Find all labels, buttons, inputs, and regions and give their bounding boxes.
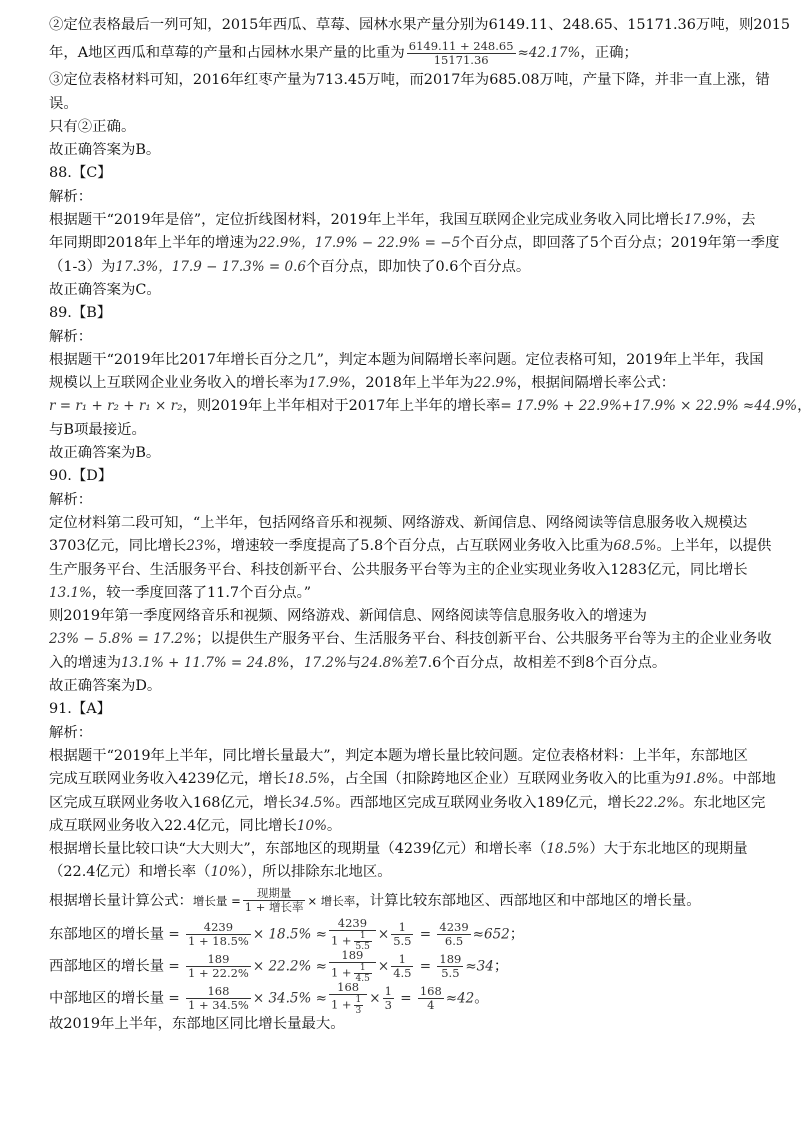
- fraction-denominator: 3: [384, 997, 392, 1012]
- math-operator: ×: [377, 958, 390, 975]
- math-value: 10%: [296, 817, 327, 834]
- math-value: ≈42: [445, 990, 475, 1007]
- math-value: 10%: [210, 864, 241, 881]
- fraction: [186, 985, 251, 1012]
- text-segment: ，增速较一季度提高了5.8个百分点，占互联网业务收入比重为: [216, 538, 614, 555]
- question-number: 91.【A】: [49, 701, 112, 718]
- text-line: [49, 232, 780, 255]
- text-line: [49, 652, 763, 675]
- text-segment: 规模以上互联网企业业务收入的增长率为: [49, 375, 309, 392]
- math-value: 17.9%: [308, 375, 351, 392]
- text-segment: 与: [346, 654, 362, 671]
- fraction-denominator: 4.5: [355, 973, 370, 984]
- text-segment: 根据增长量计算公式：: [49, 892, 193, 909]
- math-value: 22.9%: [258, 235, 302, 252]
- fraction-numerator: 4239: [329, 917, 376, 931]
- math-value: ，17.9% − 22.9% = −5: [301, 235, 461, 252]
- text-segment: 差7.6个百分点，故相差不到8个百分点。: [404, 654, 667, 671]
- text-segment: 东部地区的增长量: [49, 926, 165, 943]
- math-operator: ×: [369, 990, 381, 1007]
- fraction: [437, 921, 470, 948]
- document-page: [49, 14, 812, 1036]
- fraction-denominator-text: 1 +: [330, 933, 352, 948]
- text-segment: 个百分点，即回落了5个百分点；2019年第一季度: [460, 235, 780, 252]
- text-segment: ，2018年上半年为: [350, 375, 474, 392]
- math-value: 17.9%: [683, 212, 727, 229]
- text-line: ③定位表格材料可知，2016年红枣产量为713.45万吨，而2017年为685.08万吨，产量下降，并非一直上涨，错: [49, 72, 770, 89]
- text-line: [49, 885, 763, 917]
- text-line: 生产服务平台、生活服务平台、科技创新平台、公共服务平台等为主的企业实现业务收入1283亿元，同比增长: [49, 561, 748, 578]
- fraction-numerator: 1: [354, 963, 372, 974]
- math-value: 34.5%: [292, 794, 336, 811]
- text-line: 故正确答案为B。: [49, 445, 161, 462]
- fraction-numerator: 189: [186, 953, 251, 967]
- math-value: 18.5%: [287, 771, 330, 788]
- math-value: 17.2%: [303, 654, 347, 671]
- text-segment: ，则2019年上半年相对于2017年上半年的增长率: [182, 398, 501, 415]
- text-line: 与B项最接近。: [49, 421, 146, 438]
- text-line: 故2019年上半年，东部地区同比增长量最大。: [49, 1015, 345, 1032]
- fraction: [391, 921, 413, 948]
- text-line: [49, 582, 763, 605]
- math-value: 17.3%: [115, 258, 159, 275]
- fraction: [418, 985, 444, 1012]
- text-line: [49, 209, 763, 232]
- math-value: 91.8%: [675, 771, 719, 788]
- text-segment: （22.4亿元）和增长率（: [49, 864, 211, 881]
- math-operator: × 18.5% ≈: [252, 926, 327, 943]
- text-segment: 区完成互联网业务收入168亿元，增长: [49, 794, 293, 811]
- text-line: [49, 861, 763, 884]
- text-segment: ，: [797, 398, 812, 415]
- fraction: [437, 953, 463, 980]
- text-segment: 根据增长量比较口诀“大大则大”，东部地区的现期量（4239亿元）和增长率（: [49, 841, 547, 858]
- text-line: [49, 395, 812, 418]
- text-line: 东部地区的增长量 = $\frac{4239}{1 + 18.5\%}$ × 18.5% ≈ 4239 1 + $\frac{1}{5.5}$ × $\frac{1}{5.5}$ = $\frac{4239}{6.5}$ ≈652；: [49, 915, 525, 952]
- math-value: ≈42.17%: [517, 45, 581, 62]
- text-line: [49, 37, 763, 69]
- text-line: [49, 815, 763, 838]
- fraction: [186, 921, 251, 948]
- text-segment: 年同期即2018年上半年的增速为: [49, 235, 259, 252]
- fraction-numerator: 现期量: [243, 887, 306, 901]
- math-value: 18.5%: [546, 841, 590, 858]
- text-segment: ，较一季度回落了11.7个百分点。”: [91, 584, 312, 601]
- text-segment: ），所以排除东北地区。: [240, 864, 392, 881]
- analysis-label: 解析：: [49, 491, 93, 508]
- text-segment: ；以提供生产服务平台、生活服务平台、科技创新平台、公共服务平台等为主的企业业务收: [195, 631, 772, 648]
- fraction-numerator: 1: [391, 921, 413, 935]
- fraction-numerator: 4239: [439, 919, 469, 934]
- formula-rhs: × 增长率: [307, 893, 356, 908]
- question-number: 90.【D】: [49, 468, 113, 485]
- text-segment: 中部地区的增长量: [49, 990, 165, 1007]
- text-segment: ，根据间隔增长率公式：: [516, 375, 676, 392]
- math-value: 23%: [186, 538, 217, 555]
- fraction-denominator: 1 + 34.5%: [188, 997, 249, 1012]
- math-operator: × 22.2% ≈: [252, 958, 327, 975]
- analysis-label: 解析：: [49, 188, 93, 205]
- math-value: ≈652: [472, 926, 510, 943]
- text-line: 故正确答案为B。: [49, 142, 161, 159]
- fraction-denominator-text: 1 +: [330, 997, 352, 1012]
- text-line: 根据题干“2019年上半年，同比增长量最大”，判定本题为增长量比较问题。定位表格材料：上半年，东部地区: [49, 747, 748, 764]
- fraction: [329, 917, 376, 952]
- text-segment: 。上半年，以提供: [656, 538, 772, 555]
- text-segment: ，去: [726, 212, 756, 229]
- fraction-denominator-text: 1 +: [330, 965, 352, 980]
- text-line: 中部地区的增长量 = $\frac{168}{1 + 34.5\%}$ × 34.5% ≈ 168 1 + $\frac{1}{3}$ × $\frac{1}{3}$ = $\frac{168}{4}$ ≈42。: [49, 979, 489, 1016]
- fraction-numerator: 1: [355, 994, 362, 1005]
- analysis-label: 解析：: [49, 328, 93, 345]
- math-value: 13.1%: [49, 584, 92, 601]
- text-segment: 西部地区的增长量: [49, 958, 165, 975]
- fraction: [329, 949, 376, 984]
- fraction: [383, 985, 394, 1012]
- text-segment: ，正确；: [580, 45, 638, 62]
- fraction-denominator: 1 + 增长率: [244, 900, 304, 915]
- text-line: 误。: [49, 95, 78, 112]
- text-line: [49, 792, 766, 815]
- text-segment: ）大于东北地区的现期量: [589, 841, 748, 858]
- text-segment: ，计算比较东部地区、西部地区和中部地区的增长量。: [355, 892, 701, 909]
- fraction-numerator: 1: [391, 953, 413, 967]
- text-segment: 。东北地区完: [679, 794, 766, 811]
- text-segment: ，占全国（扣除跨地区企业）互联网业务收入的比重为: [329, 771, 676, 788]
- fraction-numerator: 6149.11 + 248.65: [408, 38, 514, 53]
- text-line: 则2019年第一季度网络音乐和视频、网络游戏、新闻信息、网络阅读等信息服务收入的增速为: [49, 608, 647, 625]
- text-segment: 完成互联网业务收入4239亿元，增长: [49, 771, 288, 788]
- fraction-numerator: 168: [419, 983, 442, 998]
- fraction-numerator: 1: [384, 983, 392, 998]
- math-formula: r = r₁ + r₂ + r₁ × r₂: [49, 398, 183, 415]
- fraction-numerator: 4239: [186, 921, 251, 935]
- math-formula: 23% − 5.8% = 17.2%: [49, 631, 196, 648]
- text-segment: 3703亿元，同比增长: [49, 538, 187, 555]
- math-formula: = 17.9% + 22.9%+17.9% × 22.9% ≈44.9%: [500, 398, 798, 415]
- text-segment: 年，A地区西瓜和草莓的产量和占园林水果产量的比重为: [49, 45, 405, 62]
- fraction-denominator: 3: [355, 1005, 362, 1016]
- fraction-denominator: 5.5: [393, 933, 412, 948]
- text-line: [49, 628, 772, 651]
- text-segment: ；: [493, 958, 509, 975]
- text-line: [49, 372, 763, 395]
- text-line: 只有②正确。: [49, 118, 136, 135]
- text-segment: 。西部地区完成互联网业务收入189亿元，增长: [335, 794, 637, 811]
- text-line: [49, 768, 776, 791]
- fraction: [391, 953, 413, 980]
- text-segment: 。中部地: [718, 771, 776, 788]
- fraction: [407, 40, 516, 67]
- text-line: 故正确答案为C。: [49, 281, 161, 298]
- analysis-label: 解析：: [49, 724, 93, 741]
- fraction: [243, 887, 306, 914]
- math-value: 68.5%: [613, 538, 657, 555]
- text-segment: 。: [474, 990, 489, 1007]
- fraction-numerator: 168: [186, 985, 251, 999]
- formula-lhs: 增长量 =: [192, 893, 241, 908]
- question-number: 88.【C】: [49, 165, 112, 182]
- text-line: 定位材料第二段可知，“上半年，包括网络音乐和视频、网络游戏、新闻信息、网络阅读等信息服务收入规模达: [49, 514, 748, 531]
- fraction-denominator: 1 + 18.5%: [188, 933, 249, 948]
- math-value: 22.2%: [636, 794, 679, 811]
- fraction-numerator: 189: [329, 949, 376, 963]
- fraction-numerator: 1: [354, 931, 372, 942]
- math-value: ≈34: [465, 958, 494, 975]
- text-line: [49, 535, 772, 558]
- text-segment: 。: [326, 817, 342, 834]
- fraction: [186, 953, 251, 980]
- fraction: [329, 981, 367, 1016]
- fraction-denominator: 6.5: [444, 933, 464, 948]
- math-formula: 13.1% + 11.7% = 24.8%: [120, 654, 290, 671]
- fraction-denominator: 4: [427, 997, 435, 1012]
- text-segment: 入的增速为: [49, 654, 121, 671]
- text-line: 故正确答案为D。: [49, 678, 162, 695]
- text-segment: ，: [289, 654, 304, 671]
- fraction-denominator: 15171.36: [433, 52, 489, 67]
- text-segment: （1-3）为: [49, 258, 116, 275]
- text-line: 根据题干“2019年比2017年增长百分之几”，判定本题为间隔增长率问题。定位表格可知，2019年上半年，我国: [49, 351, 764, 368]
- text-segment: ；: [509, 926, 525, 943]
- nested-fraction: [354, 995, 364, 1016]
- fraction-denominator: 5.5: [355, 941, 370, 952]
- text-segment: 成互联网业务收入22.4亿元，同比增长: [49, 817, 297, 834]
- text-segment: 根据题干“2019年是倍”，定位折线图材料，2019年上半年，我国互联网企业完成业务收入同比增长: [49, 212, 684, 229]
- fraction-numerator: 189: [439, 951, 462, 966]
- math-value: 22.9%: [473, 375, 517, 392]
- question-number: 89.【B】: [49, 305, 112, 322]
- fraction-denominator: 5.5: [441, 965, 460, 980]
- fraction-numerator: 168: [329, 981, 367, 995]
- fraction-denominator: 4.5: [393, 965, 412, 980]
- text-line: [49, 838, 763, 861]
- text-segment: 个百分点，即加快了0.6个百分点。: [305, 258, 531, 275]
- math-operator: × 34.5% ≈: [252, 990, 327, 1007]
- text-line: ②定位表格最后一列可知，2015年西瓜、草莓、园林水果产量分别为6149.11、248.65、15171.36万吨，则2015: [49, 17, 791, 33]
- text-line: 西部地区的增长量 = $\frac{189}{1 + 22.2\%}$ × 22.2% ≈ 189 1 + $\frac{1}{4.5}$ × $\frac{1}{4.5}$ = $\frac{189}{5.5}$ ≈34；: [49, 947, 509, 984]
- math-value: 24.8%: [361, 654, 405, 671]
- fraction-denominator: 1 + 22.2%: [188, 965, 249, 980]
- math-operator: ×: [377, 926, 390, 943]
- math-value: ，17.9 − 17.3% = 0.6: [158, 258, 306, 275]
- text-line: [49, 256, 763, 279]
